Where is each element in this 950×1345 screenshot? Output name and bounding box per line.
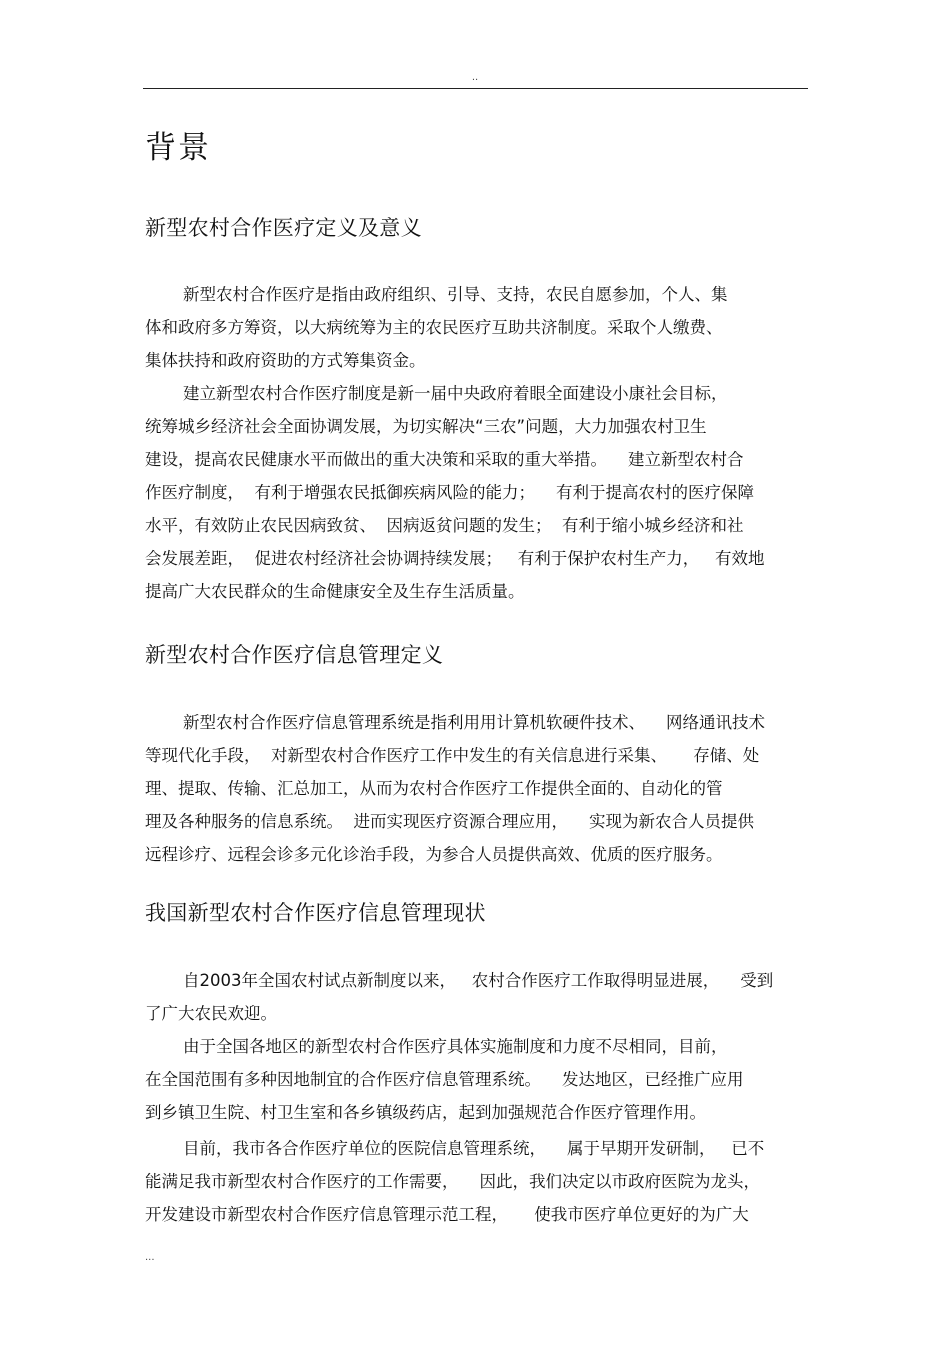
header-rule	[143, 88, 808, 89]
paragraph-line: 提高广大农民群众的生命健康安全及生存生活质量。	[145, 582, 525, 601]
paragraph-line: 理、提取、传输、汇总加工，从而为农村合作医疗工作提供全面的、自动化的管	[145, 779, 723, 798]
paragraph-line: 由于全国各地区的新型农村合作医疗具体实施制度和力度不尽相同，目前，	[183, 1037, 728, 1056]
paragraph-line: 统筹城乡经济社会全面协调发展，为切实解决“三农”问题，大力加强农村卫生	[145, 417, 707, 436]
section-heading-status: 我国新型农村合作医疗信息管理现状	[145, 901, 486, 925]
paragraph-line: 理及各种服务的信息系统。 进而实现医疗资源合理应用， 实现为新农合人员提供	[145, 812, 754, 831]
paragraph	[145, 1132, 810, 1231]
paragraph-line: 在全国范围有多种因地制宜的合作医疗信息管理系统。 发达地区，已经推广应用	[145, 1070, 744, 1089]
page-title: 背景	[145, 130, 211, 166]
paragraph	[145, 706, 810, 871]
paragraph-line: 能满足我市新型农村合作医疗的工作需要， 因此，我们决定以市政府医院为龙头，	[145, 1172, 760, 1191]
paragraph-line: 水平，有效防止农民因病致贫、 因病返贫问题的发生； 有利于缩小城乡经济和社	[145, 516, 744, 535]
paragraph-line: 开发建设市新型农村合作医疗信息管理示范工程， 使我市医疗单位更好的为广大	[145, 1205, 749, 1224]
paragraph-line: 自2003年全国农村试点新制度以来， 农村合作医疗工作取得明显进展， 受到	[183, 971, 774, 990]
paragraph-line: 集体扶持和政府资助的方式筹集资金。	[145, 351, 426, 370]
paragraph-line: 新型农村合作医疗信息管理系统是指利用用计算机软硬件技术、 网络通讯技术	[183, 713, 765, 732]
paragraph-line: 作医疗制度， 有利于增强农民抵御疾病风险的能力； 有利于提高农村的医疗保障	[145, 483, 754, 502]
paragraph	[145, 1030, 810, 1129]
paragraph-line: 建立新型农村合作医疗制度是新一届中央政府着眼全面建设小康社会目标，	[183, 384, 728, 403]
paragraph-line: 会发展差距， 促进农村经济社会协调持续发展； 有利于保护农村生产力， 有效地	[145, 549, 765, 568]
paragraph-line: 体和政府多方筹资，以大病统筹为主的农民医疗互助共济制度。采取个人缴费、	[145, 318, 723, 337]
paragraph	[145, 278, 810, 377]
paragraph	[145, 964, 810, 1030]
header-mark: ..	[471, 72, 479, 83]
footer-mark: ...	[145, 1252, 155, 1263]
paragraph-line: 建设，提高农民健康水平而做出的重大决策和采取的重大举措。 建立新型农村合	[145, 450, 744, 469]
paragraph-line: 新型农村合作医疗是指由政府组织、引导、支持，农民自愿参加，个人、集	[183, 285, 728, 304]
paragraph-line: 等现代化手段， 对新型农村合作医疗工作中发生的有关信息进行采集、 存储、处	[145, 746, 760, 765]
section-heading-definition: 新型农村合作医疗定义及意义	[145, 216, 422, 240]
paragraph-line: 远程诊疗、远程会诊多元化诊治手段，为参合人员提供高效、优质的医疗服务。	[145, 845, 723, 864]
paragraph-line: 目前，我市各合作医疗单位的医院信息管理系统， 属于早期开发研制， 已不	[183, 1139, 765, 1158]
section-heading-info-management: 新型农村合作医疗信息管理定义	[145, 643, 444, 667]
paragraph	[145, 377, 810, 608]
paragraph-line: 了广大农民欢迎。	[145, 1004, 277, 1023]
paragraph-line: 到乡镇卫生院、村卫生室和各乡镇级药店，起到加强规范合作医疗管理作用。	[145, 1103, 706, 1122]
